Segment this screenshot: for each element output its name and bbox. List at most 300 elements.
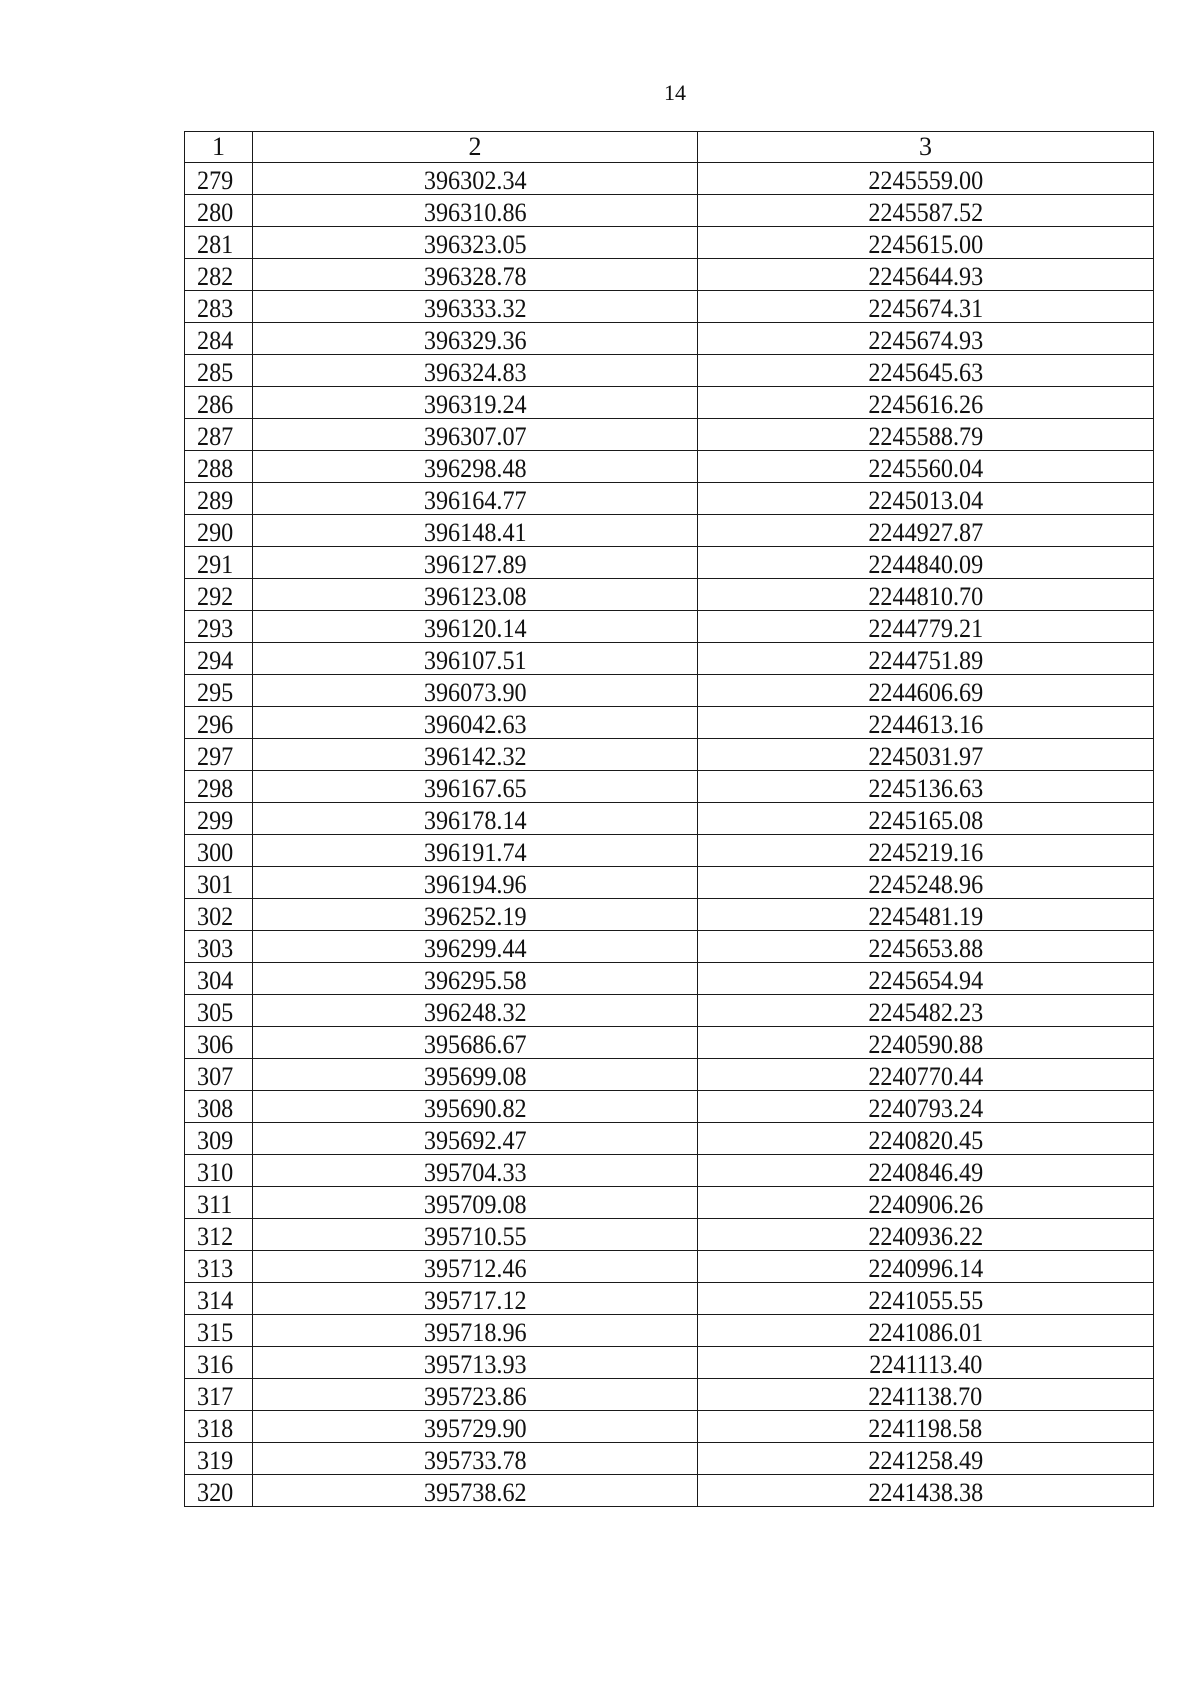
cell-text: 2245645.63	[868, 358, 983, 387]
point-number-cell	[185, 899, 253, 931]
cell-text: 319	[197, 1446, 234, 1475]
cell-text: 396298.48	[423, 454, 527, 483]
cell-text: 296	[197, 710, 234, 739]
x-coordinate-cell	[253, 483, 698, 515]
point-number-cell	[185, 1155, 253, 1187]
point-number-cell	[185, 291, 253, 323]
table-header-row	[185, 132, 1154, 163]
cell-text: 396178.14	[423, 806, 527, 835]
point-number-cell	[185, 707, 253, 739]
x-coordinate-cell	[253, 195, 698, 227]
point-number-cell	[185, 355, 253, 387]
cell-text: 396302.34	[423, 166, 527, 195]
x-coordinate-cell	[253, 803, 698, 835]
point-number-cell	[185, 1091, 253, 1123]
y-coordinate-cell	[698, 771, 1154, 803]
cell-text: 396148.41	[423, 518, 527, 547]
cell-text: 2240770.44	[868, 1062, 983, 1091]
y-coordinate-cell	[698, 483, 1154, 515]
cell-text: 307	[197, 1062, 234, 1091]
point-number-cell	[185, 419, 253, 451]
cell-text: 2241438.38	[868, 1478, 983, 1507]
cell-text: 396127.89	[423, 550, 527, 579]
point-number-cell	[185, 451, 253, 483]
table-row	[185, 1155, 1154, 1187]
x-coordinate-cell	[253, 1091, 698, 1123]
table-body	[185, 163, 1154, 1507]
point-number-cell	[185, 931, 253, 963]
cell-text: 2244810.70	[868, 582, 983, 611]
table-row	[185, 867, 1154, 899]
cell-text: 2245674.31	[868, 294, 983, 323]
point-number-cell	[185, 1251, 253, 1283]
cell-text: 284	[197, 326, 234, 355]
cell-text: 2245560.04	[868, 454, 983, 483]
cell-text: 2244779.21	[868, 614, 983, 643]
cell-text: 2245136.63	[868, 774, 983, 803]
cell-text: 298	[197, 774, 234, 803]
cell-text: 2241198.58	[868, 1414, 983, 1443]
x-coordinate-cell	[253, 1411, 698, 1443]
x-coordinate-cell	[253, 995, 698, 1027]
cell-text: 279	[197, 166, 234, 195]
table-row	[185, 1219, 1154, 1251]
cell-text: 286	[197, 390, 234, 419]
table-row	[185, 227, 1154, 259]
point-number-cell	[185, 739, 253, 771]
cell-text: 2241258.49	[868, 1446, 983, 1475]
y-coordinate-cell	[698, 931, 1154, 963]
table-row	[185, 835, 1154, 867]
point-number-cell	[185, 675, 253, 707]
cell-text: 396164.77	[423, 486, 527, 515]
x-coordinate-cell	[253, 1283, 698, 1315]
cell-text: 311	[197, 1190, 233, 1219]
cell-text: 2244606.69	[868, 678, 983, 707]
cell-text: 299	[197, 806, 234, 835]
x-coordinate-cell	[253, 1347, 698, 1379]
x-coordinate-cell	[253, 547, 698, 579]
cell-text: 285	[197, 358, 234, 387]
cell-text: 396328.78	[423, 262, 527, 291]
y-coordinate-cell	[698, 899, 1154, 931]
cell-text: 297	[197, 742, 234, 771]
table-row	[185, 355, 1154, 387]
cell-text: 2245248.96	[868, 870, 983, 899]
cell-text: 396299.44	[423, 934, 527, 963]
cell-text: 2241055.55	[868, 1286, 983, 1315]
y-coordinate-cell	[698, 1123, 1154, 1155]
x-coordinate-cell	[253, 675, 698, 707]
table-row	[185, 163, 1154, 195]
table-row	[185, 1187, 1154, 1219]
cell-text: 395717.12	[423, 1286, 527, 1315]
x-coordinate-cell	[253, 899, 698, 931]
y-coordinate-cell	[698, 547, 1154, 579]
cell-text: 2241086.01	[868, 1318, 983, 1347]
cell-text: 396295.58	[423, 966, 527, 995]
y-coordinate-cell	[698, 1283, 1154, 1315]
x-coordinate-cell	[253, 867, 698, 899]
table-row	[185, 483, 1154, 515]
cell-text: 290	[197, 518, 234, 547]
table-row	[185, 803, 1154, 835]
point-number-cell	[185, 323, 253, 355]
x-coordinate-cell	[253, 387, 698, 419]
x-coordinate-cell	[253, 739, 698, 771]
point-number-cell	[185, 995, 253, 1027]
point-number-cell	[185, 1219, 253, 1251]
y-coordinate-cell	[698, 1411, 1154, 1443]
y-coordinate-cell	[698, 259, 1154, 291]
y-coordinate-cell	[698, 1187, 1154, 1219]
cell-text: 395712.46	[423, 1254, 527, 1283]
cell-text: 2244840.09	[868, 550, 983, 579]
point-number-cell	[185, 483, 253, 515]
cell-text: 305	[197, 998, 234, 1027]
cell-text: 395690.82	[423, 1094, 527, 1123]
x-coordinate-cell	[253, 931, 698, 963]
x-coordinate-cell	[253, 323, 698, 355]
column-header-x-coordinate: 2	[253, 132, 698, 163]
y-coordinate-cell	[698, 387, 1154, 419]
y-coordinate-cell	[698, 515, 1154, 547]
cell-text: 396123.08	[423, 582, 527, 611]
cell-text: 302	[197, 902, 234, 931]
coordinates-table	[184, 131, 1154, 1507]
cell-text: 293	[197, 614, 234, 643]
y-coordinate-cell	[698, 163, 1154, 195]
point-number-cell	[185, 1411, 253, 1443]
cell-text: 2241113.40	[868, 1350, 983, 1379]
table-row	[185, 547, 1154, 579]
y-coordinate-cell	[698, 419, 1154, 451]
x-coordinate-cell	[253, 1379, 698, 1411]
point-number-cell	[185, 387, 253, 419]
cell-text: 316	[197, 1350, 234, 1379]
y-coordinate-cell	[698, 291, 1154, 323]
cell-text: 2245165.08	[868, 806, 983, 835]
cell-text: 283	[197, 294, 234, 323]
y-coordinate-cell	[698, 835, 1154, 867]
x-coordinate-cell	[253, 1475, 698, 1507]
cell-text: 2245031.97	[868, 742, 983, 771]
cell-text: 2245654.94	[868, 966, 983, 995]
y-coordinate-cell	[698, 707, 1154, 739]
y-coordinate-cell	[698, 323, 1154, 355]
cell-text: 281	[197, 230, 234, 259]
cell-text: 289	[197, 486, 234, 515]
point-number-cell	[185, 771, 253, 803]
x-coordinate-cell	[253, 611, 698, 643]
cell-text: 308	[197, 1094, 234, 1123]
cell-text: 396167.65	[423, 774, 527, 803]
cell-text: 395686.67	[423, 1030, 527, 1059]
y-coordinate-cell	[698, 1347, 1154, 1379]
cell-text: 2240936.22	[868, 1222, 983, 1251]
cell-text: 2244751.89	[868, 646, 983, 675]
y-coordinate-cell	[698, 1219, 1154, 1251]
table-row	[185, 931, 1154, 963]
table-row	[185, 611, 1154, 643]
cell-text: 312	[197, 1222, 234, 1251]
point-number-cell	[185, 1347, 253, 1379]
cell-text: 2245644.93	[868, 262, 983, 291]
cell-text: 2245013.04	[868, 486, 983, 515]
table-row	[185, 1283, 1154, 1315]
cell-text: 292	[197, 582, 234, 611]
cell-text: 395718.96	[423, 1318, 527, 1347]
table-row	[185, 1027, 1154, 1059]
point-number-cell	[185, 1123, 253, 1155]
table-row	[185, 675, 1154, 707]
cell-text: 396323.05	[423, 230, 527, 259]
y-coordinate-cell	[698, 643, 1154, 675]
cell-text: 396307.07	[423, 422, 527, 451]
cell-text: 306	[197, 1030, 234, 1059]
column-header-y-coordinate: 3	[698, 132, 1154, 163]
cell-text: 2245616.26	[868, 390, 983, 419]
cell-text: 2244927.87	[868, 518, 983, 547]
point-number-cell	[185, 835, 253, 867]
cell-text: 304	[197, 966, 234, 995]
cell-text: 2245481.19	[868, 902, 983, 931]
cell-text: 395709.08	[423, 1190, 527, 1219]
cell-text: 396107.51	[423, 646, 527, 675]
cell-text: 396142.32	[423, 742, 527, 771]
cell-text: 395713.93	[423, 1350, 527, 1379]
cell-text: 309	[197, 1126, 234, 1155]
point-number-cell	[185, 1315, 253, 1347]
table-row	[185, 1251, 1154, 1283]
y-coordinate-cell	[698, 1155, 1154, 1187]
cell-text: 395729.90	[423, 1414, 527, 1443]
x-coordinate-cell	[253, 1155, 698, 1187]
cell-text: 288	[197, 454, 234, 483]
point-number-cell	[185, 163, 253, 195]
y-coordinate-cell	[698, 1379, 1154, 1411]
point-number-cell	[185, 1379, 253, 1411]
cell-text: 395699.08	[423, 1062, 527, 1091]
y-coordinate-cell	[698, 1475, 1154, 1507]
cell-text: 396319.24	[423, 390, 527, 419]
y-coordinate-cell	[698, 1091, 1154, 1123]
point-number-cell	[185, 579, 253, 611]
table-row	[185, 1347, 1154, 1379]
point-number-cell	[185, 259, 253, 291]
cell-text: 320	[197, 1478, 234, 1507]
y-coordinate-cell	[698, 451, 1154, 483]
table-row	[185, 643, 1154, 675]
cell-text: 295	[197, 678, 234, 707]
table-row	[185, 1411, 1154, 1443]
cell-text: 395723.86	[423, 1382, 527, 1411]
cell-text: 314	[197, 1286, 234, 1315]
point-number-cell	[185, 1475, 253, 1507]
x-coordinate-cell	[253, 1059, 698, 1091]
x-coordinate-cell	[253, 707, 698, 739]
cell-text: 2240846.49	[868, 1158, 983, 1187]
x-coordinate-cell	[253, 259, 698, 291]
x-coordinate-cell	[253, 1123, 698, 1155]
cell-text: 2244613.16	[868, 710, 983, 739]
cell-text: 396248.32	[423, 998, 527, 1027]
point-number-cell	[185, 803, 253, 835]
table-row	[185, 1059, 1154, 1091]
cell-text: 317	[197, 1382, 234, 1411]
cell-text: 395733.78	[423, 1446, 527, 1475]
x-coordinate-cell	[253, 1187, 698, 1219]
table-row	[185, 963, 1154, 995]
x-coordinate-cell	[253, 1251, 698, 1283]
cell-text: 313	[197, 1254, 234, 1283]
x-coordinate-cell	[253, 451, 698, 483]
y-coordinate-cell	[698, 1027, 1154, 1059]
cell-text: 395692.47	[423, 1126, 527, 1155]
y-coordinate-cell	[698, 1443, 1154, 1475]
point-number-cell	[185, 611, 253, 643]
cell-text: 2240793.24	[868, 1094, 983, 1123]
point-number-cell	[185, 1027, 253, 1059]
table-row	[185, 707, 1154, 739]
x-coordinate-cell	[253, 579, 698, 611]
point-number-cell	[185, 643, 253, 675]
table-row	[185, 259, 1154, 291]
table-row	[185, 323, 1154, 355]
point-number-cell	[185, 547, 253, 579]
cell-text: 291	[197, 550, 234, 579]
table-row	[185, 1443, 1154, 1475]
cell-text: 301	[197, 870, 234, 899]
x-coordinate-cell	[253, 1443, 698, 1475]
table-row	[185, 579, 1154, 611]
cell-text: 396073.90	[423, 678, 527, 707]
page-number: 14	[664, 80, 686, 105]
table-row	[185, 1315, 1154, 1347]
cell-text: 2245674.93	[868, 326, 983, 355]
table-row	[185, 995, 1154, 1027]
point-number-cell	[185, 1443, 253, 1475]
y-coordinate-cell	[698, 355, 1154, 387]
x-coordinate-cell	[253, 1027, 698, 1059]
cell-text: 2240590.88	[868, 1030, 983, 1059]
y-coordinate-cell	[698, 867, 1154, 899]
cell-text: 396329.36	[423, 326, 527, 355]
x-coordinate-cell	[253, 227, 698, 259]
y-coordinate-cell	[698, 611, 1154, 643]
cell-text: 396120.14	[423, 614, 527, 643]
x-coordinate-cell	[253, 643, 698, 675]
y-coordinate-cell	[698, 579, 1154, 611]
cell-text: 310	[197, 1158, 234, 1187]
y-coordinate-cell	[698, 963, 1154, 995]
cell-text: 396191.74	[423, 838, 527, 867]
cell-text: 396310.86	[423, 198, 527, 227]
cell-text: 395738.62	[423, 1478, 527, 1507]
cell-text: 2245587.52	[868, 198, 983, 227]
table-row	[185, 1091, 1154, 1123]
table-row	[185, 771, 1154, 803]
cell-text: 395704.33	[423, 1158, 527, 1187]
cell-text: 2245588.79	[868, 422, 983, 451]
cell-text: 287	[197, 422, 234, 451]
cell-text: 303	[197, 934, 234, 963]
cell-text: 315	[197, 1318, 234, 1347]
table-row	[185, 515, 1154, 547]
cell-text: 2240996.14	[868, 1254, 983, 1283]
table-row	[185, 1475, 1154, 1507]
cell-text: 396194.96	[423, 870, 527, 899]
cell-text: 395710.55	[423, 1222, 527, 1251]
point-number-cell	[185, 195, 253, 227]
cell-text: 396333.32	[423, 294, 527, 323]
cell-text: 294	[197, 646, 234, 675]
cell-text: 2240820.45	[868, 1126, 983, 1155]
y-coordinate-cell	[698, 1251, 1154, 1283]
table-row	[185, 195, 1154, 227]
cell-text: 280	[197, 198, 234, 227]
point-number-cell	[185, 227, 253, 259]
point-number-cell	[185, 1187, 253, 1219]
table-row	[185, 1379, 1154, 1411]
table-row	[185, 739, 1154, 771]
table-row	[185, 899, 1154, 931]
table-row	[185, 291, 1154, 323]
x-coordinate-cell	[253, 835, 698, 867]
x-coordinate-cell	[253, 515, 698, 547]
cell-text: 300	[197, 838, 234, 867]
point-number-cell	[185, 963, 253, 995]
x-coordinate-cell	[253, 1315, 698, 1347]
x-coordinate-cell	[253, 963, 698, 995]
x-coordinate-cell	[253, 1219, 698, 1251]
table-row	[185, 387, 1154, 419]
x-coordinate-cell	[253, 771, 698, 803]
x-coordinate-cell	[253, 291, 698, 323]
cell-text: 2240906.26	[868, 1190, 983, 1219]
point-number-cell	[185, 515, 253, 547]
x-coordinate-cell	[253, 419, 698, 451]
y-coordinate-cell	[698, 803, 1154, 835]
cell-text: 2245615.00	[868, 230, 983, 259]
table-row	[185, 451, 1154, 483]
cell-text: 2245482.23	[868, 998, 983, 1027]
table-row	[185, 419, 1154, 451]
y-coordinate-cell	[698, 1059, 1154, 1091]
y-coordinate-cell	[698, 675, 1154, 707]
cell-text: 2245653.88	[868, 934, 983, 963]
cell-text: 318	[197, 1414, 234, 1443]
y-coordinate-cell	[698, 195, 1154, 227]
cell-text: 2241138.70	[868, 1382, 983, 1411]
point-number-cell	[185, 1283, 253, 1315]
x-coordinate-cell	[253, 355, 698, 387]
table-row	[185, 1123, 1154, 1155]
x-coordinate-cell	[253, 163, 698, 195]
cell-text: 2245219.16	[868, 838, 983, 867]
cell-text: 396042.63	[423, 710, 527, 739]
column-header-point-number: 1	[185, 132, 253, 163]
cell-text: 2245559.00	[868, 166, 983, 195]
y-coordinate-cell	[698, 227, 1154, 259]
y-coordinate-cell	[698, 739, 1154, 771]
cell-text: 396252.19	[423, 902, 527, 931]
y-coordinate-cell	[698, 1315, 1154, 1347]
cell-text: 396324.83	[423, 358, 527, 387]
point-number-cell	[185, 1059, 253, 1091]
cell-text: 282	[197, 262, 234, 291]
point-number-cell	[185, 867, 253, 899]
